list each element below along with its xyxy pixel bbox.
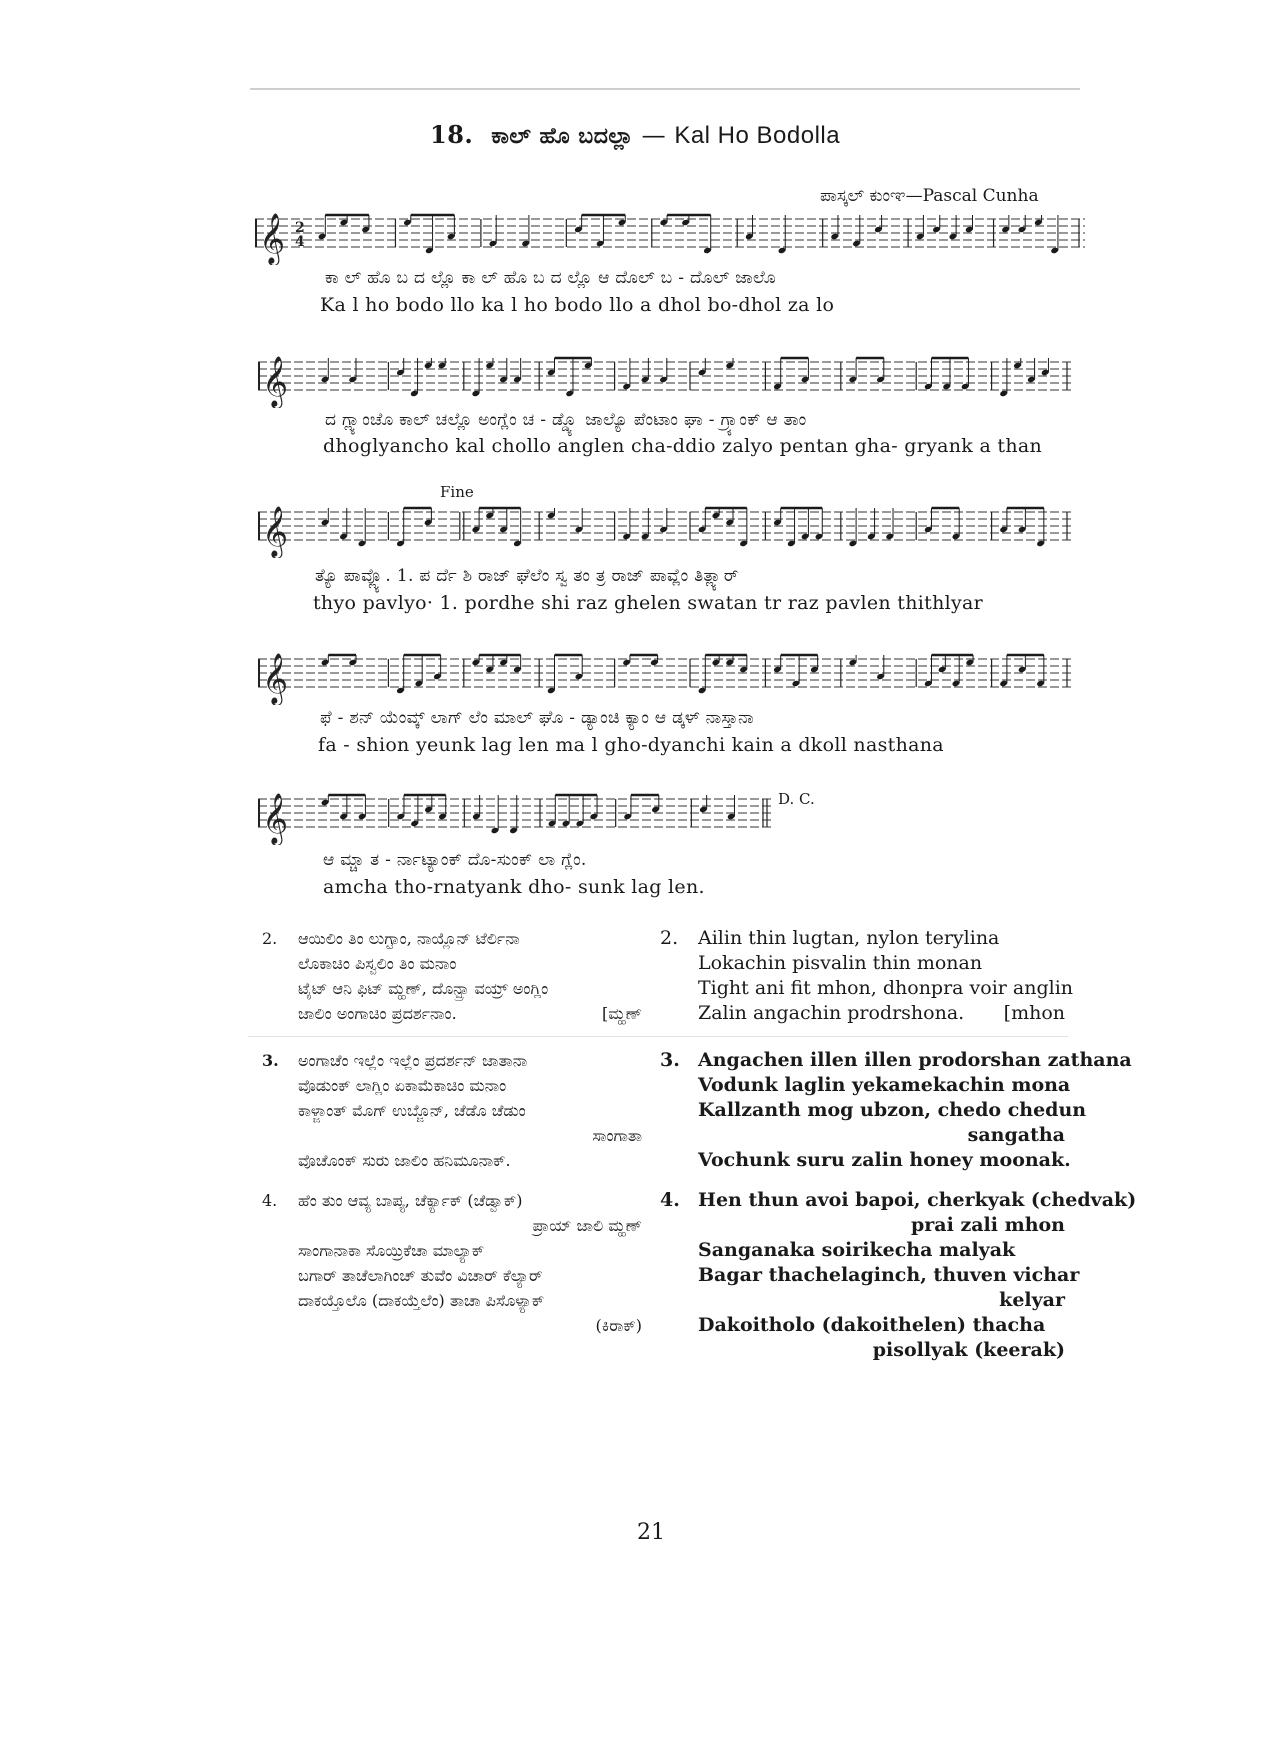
verse-line: prai zali mhon [911, 1214, 1065, 1236]
verse-number: 3. [262, 1051, 279, 1070]
verse-4-kannada [262, 1188, 642, 1338]
verse-line: ಆಯಿಲಿಂ ತಿಂ ಲುಗ್ಟಾಂ, ನಾಯ್ಲೊನ್ ಟೆರ್ಲಿನಾ [298, 929, 520, 948]
verse-line: Hen thun avoi bapoi, cherkyak (chedvak) [698, 1189, 1137, 1211]
song-number: 18. [430, 120, 474, 149]
lyrics-roman-3: thyo pavlyo· 1. pordhe shi raz ghelen swatan tr raz pavlen thithlyar [313, 592, 984, 614]
lyrics-roman-2: dhoglyancho kal chollo anglen cha-ddio zalyo pentan gha- gryank a than [323, 435, 1043, 457]
section-divider [248, 1036, 1068, 1037]
lyrics-roman-1: Ka l ho bodo llo ka l ho bodo llo a dhol bo-dhol za lo [320, 294, 835, 316]
dc-marking: D. C. [778, 790, 815, 808]
verse-line: ಸಾಂಗಾನಾಕಾ ಸೊಯ್ರಿಕೆಚಾ ಮಾಲ್ಯಾಕ್ [298, 1241, 485, 1260]
title-dash: — [633, 121, 675, 149]
verse-line: Bagar thachelaginch, thuven vichar [698, 1264, 1080, 1286]
verse-line: Vochunk suru zalin honey moonak. [698, 1149, 1071, 1171]
verse-line: ಹೆಂ ತುಂ ಆವ್ಯ ಬಾಪ್ಯ, ಚೆರ್ಕ್ಯಾಕ್ (ಚೆಡ್ವಾಕ್) [298, 1191, 523, 1210]
staff-notation-2 [258, 348, 1073, 408]
page-number: 21 [637, 1520, 665, 1545]
verse-number: 2. [262, 929, 278, 948]
verse-line: sangatha [967, 1124, 1065, 1146]
title-roman: Kal Ho Bodolla [674, 122, 841, 149]
verse-line: pisollyak (keerak) [872, 1339, 1065, 1361]
verse-line: Dakoitholo (dakoithelen) thacha [698, 1314, 1046, 1336]
verse-line: ದಾಕಯ್ತೊಲೊ (ದಾಕಯ್ತೆಲೆಂ) ತಾಚಾ ಪಿಸೊಳ್ಯಾಕ್ [298, 1291, 545, 1310]
verse-3-roman [660, 1048, 1132, 1173]
verse-line: Sanganaka soirikecha malyak [698, 1239, 1016, 1261]
verse-line: Lokachin pisvalin thin monan [698, 952, 983, 974]
time-signature: 4 [295, 234, 305, 250]
verse-refrain-cue: [mhon [1003, 1002, 1065, 1024]
verse-line: ಪ್ರಾಯ್ ಜಾಲಿ ಮ್ಹಣ್ [532, 1216, 642, 1235]
lyrics-kannada-3: ತ್ಯೊ ಪಾವ್ಲ್ಯೊ. 1. ಪ ರ್ದೆ ಶಿ ರಾಜ್ ಘೆಲೆಂ ಸ್ವ ತಂ ತ್ರ ರಾಜ್ ಪಾವ್ಲೆಂ ತಿತ್ಲ್ಯಾರ್ [315, 566, 739, 586]
verse-line: Ailin thin lugtan, nylon terylina [698, 927, 1000, 949]
verse-line: ಜಾಲಿಂ ಅಂಗಾಚಿಂ ಪ್ರದರ್ಶನಾಂ. [298, 1004, 457, 1023]
verse-number: 4. [262, 1191, 278, 1210]
verse-line: Tight ani fit mhon, dhonpra voir anglin [698, 977, 1074, 999]
lyrics-kannada-5: ಆ ಮ್ಚಾ ತ - ರ್ನಾಟ್ಯಾಂಕ್ ದೊ-ಸುಂಕ್ ಲಾ ಗ್ಲೆಂ. [323, 850, 587, 870]
verse-number: 2. [660, 927, 679, 949]
staff-notation-1 [255, 205, 1085, 265]
verse-refrain-cue: [ಮ್ಹಣ್ [602, 1004, 642, 1023]
verse-line: Vodunk laglin yekamekachin mona [698, 1074, 1071, 1096]
title-kannada: ಕಾಲ್ ಹೊ ಬದಲ್ಲಾ [491, 123, 634, 149]
music-staff-5 [258, 785, 773, 845]
verse-line: (ಕಿರಾಕ್) [595, 1316, 642, 1335]
staff-notation-5 [258, 785, 773, 845]
composer-kannada: ಪಾಸ್ಕಲ್ ಕುಂಞ [820, 186, 906, 206]
verse-4-roman [660, 1188, 1137, 1363]
composer-credit [820, 186, 1039, 206]
verse-2-kannada [262, 926, 642, 1026]
verse-line: kelyar [999, 1289, 1065, 1311]
treble-clef: 𝄞 [262, 356, 289, 407]
verse-number: 4. [660, 1189, 680, 1211]
verse-line: ವೊಚೊಂಕ್ ಸುರು ಜಾಲಿಂ ಹನಿಮೂನಾಕ್. [298, 1151, 511, 1170]
treble-clef: 𝄞 [262, 793, 289, 844]
verse-3-kannada [262, 1048, 642, 1173]
time-signature: 2 [295, 220, 305, 236]
verse-line: ಅಂಗಾಚೆಂ ಇಲ್ಲೆಂ ಇಲ್ಲೆಂ ಪ್ರದರ್ಶನ್ ಜಾತಾನಾ [298, 1051, 528, 1070]
verse-line: ಬಗಾರ್ ತಾಚೆಲಾಗಿಂಚ್ ತುವೆಂ ವಿಚಾರ್ ಕೆಲ್ಯಾರ್ [298, 1266, 543, 1285]
verse-line: Kallzanth mog ubzon, chedo chedun [698, 1099, 1087, 1121]
verse-line: Angachen illen illen prodorshan zathana [698, 1049, 1132, 1071]
song-title [430, 120, 840, 150]
music-staff-1 [255, 205, 1085, 265]
verse-line: ಸಾಂಗಾತಾ [592, 1126, 642, 1145]
verse-number: 3. [660, 1049, 680, 1071]
treble-clef: 𝄞 [259, 213, 286, 264]
verse-line: ವೊಡುಂಕ್ ಲಾಗ್ಲಿಂ ಏಕಾಮೆಕಾಚಿಂ ಮನಾಂ [298, 1076, 507, 1095]
music-staff-4 [258, 645, 1073, 705]
lyrics-kannada-2: ದ ಗ್ಲ್ಯಾಂಚೊ ಕಾಲ್ ಚಲ್ಲೊ ಅಂಗ್ಲೆಂ ಚ - ಡ್ಡ್ಯೊ ಜಾಲ್ಯೊ ಪೆಂಟಾಂ ಘಾ - ಗ್ರ್ಯಾಂಕ್ ಆ ತಾಂ [325, 410, 807, 430]
treble-clef: 𝄞 [262, 653, 289, 704]
staff-notation-4 [258, 645, 1073, 705]
verse-line: ಲೊಕಾಚಿಂ ಪಿಸ್ವಲಿಂ ತಿಂ ಮನಾಂ [298, 954, 457, 973]
lyrics-kannada-4: ಫೆ - ಶನ್ ಯೆಂವ್ಕ್ ಲಾಗ್ ಲೆಂ ಮಾಲ್ ಘೊ - ಡ್ಯಾಂಚಿ ಕ್ಯಾಂ ಆ ಡ್ಕಳ್ ನಾಸ್ತಾನಾ [320, 708, 754, 728]
verse-line: ಕಾಳ್ಜಾಂತ್ ಮೊಗ್ ಉಬ್ಜೊನ್, ಚೆಡೊ ಚೆಡುಂ [298, 1101, 526, 1120]
lyrics-roman-4: fa - shion yeunk lag len ma l gho-dyanchi kain a dkoll nasthana [318, 734, 944, 756]
verse-2-roman [660, 926, 1074, 1026]
lyrics-roman-5: amcha tho-rnatyank dho- sunk lag len. [323, 876, 705, 898]
verse-line: ಟೈಟ್ ಆನಿ ಫಿಟ್ ಮ್ಹಣ್, ದೊನ್ಪ್ರಾ ವಯ್ರ್ ಅಂಗ್ಲಿಂ [298, 979, 549, 998]
composer-roman: —Pascal Cunha [905, 186, 1039, 206]
lyrics-kannada-1: ಕಾ ಲ್ ಹೊ ಬ ದ ಲ್ಲೊ ಕಾ ಲ್ ಹೊ ಬ ದ ಲ್ಲೊ ಆ ದೊಲ್ ಬ - ದೊಲ್ ಜಾಲೊ [325, 268, 776, 288]
music-staff-3 [258, 498, 1073, 558]
verse-line: Zalin angachin prodrshona. [698, 1002, 965, 1024]
music-staff-2 [258, 348, 1073, 408]
fine-marking: Fine [440, 483, 474, 501]
staff-notation-3 [258, 498, 1073, 558]
top-rule [250, 88, 1080, 90]
treble-clef: 𝄞 [262, 506, 289, 557]
